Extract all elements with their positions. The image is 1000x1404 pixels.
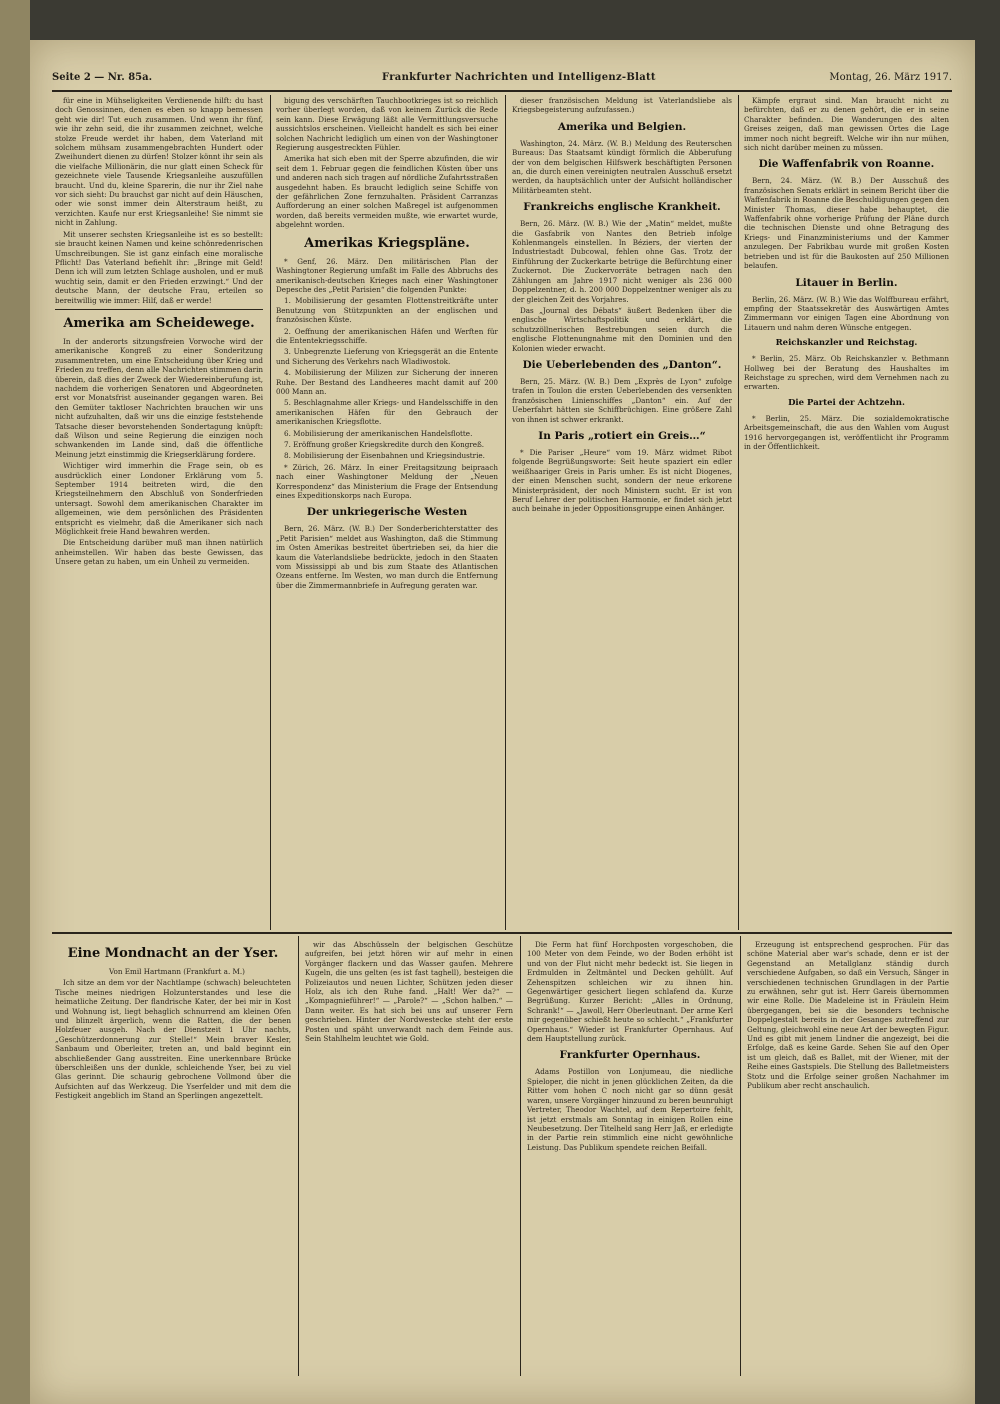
header-rule (52, 90, 952, 92)
feuilleton-column-2 (305, 940, 513, 1372)
article-text: Mit unserer sechsten Kriegsanleihe ist es so bestellt: sie braucht keinen Namen und keine schönredenrischen Umschreibungen. Sie ist ganz einfach eine moralische Pflicht! Das Vaterland befiehlt ihr: „Bringe mit Geld! Denn ich will zum letzten Schlage ausholen, und er muß wuchtig sein, damit er den Frieden erzwingt.“ Und der deutsche Mann, der deutsche Frau, erteilen so bereitwillig wie immer: Hilf, daß er werde! (55, 229, 263, 305)
article-text: * Berlin, 25. März. Ob Reichskanzler v. Bethmann Hollweg bei der Beratung des Haushaltes im Reichstage zu sprechen, wird dem Vernehmen nach zu erwarten. (744, 354, 949, 392)
article-text: Berlin, 26. März. (W. B.) Wie das Wolffbureau erfährt, empfing der Staatssekretär des Auswärtigen Amtes Zimmermann vor einigen Tagen eine Abordnung von Litauern und nahm deren Wünsche entgegen. (744, 294, 949, 332)
article-text: In der anderorts sitzungsfreien Vorwoche wird der amerikanische Kongreß zu einer Sonderitzung zusammentreten, um eine Entscheidung über Krieg und Frieden zu treffen, denn alle Nachrichten stimmen darin überein, daß dies der Zweck der Wiedereinberufung ist, nachdem die vorherigen Senatoren und Abgeordneten erst vor Monatsfrist auseinander gegangen waren. Bei den Gemüter taktloser Nachrichten brauchen wir uns nicht aufzuhalten, daß wir uns die einzige feststehende Tatsache dieser bevorstehenden Sondertagung knüpft: daß Wilson und seine Regierung die einzigen noch schwankenden im Lande sind, daß die öffentliche Meinung jetzt einstimmig die Kriegserklärung fordere. (55, 336, 263, 459)
article-text: für eine in Mühseligkeiten Verdienende hilft: du hast doch Genossinnen, denen es eben so knapp bemessen geht wie dir! Tut euch zusammen. Und wenn ihr fünf, wie ihr zehn seid, die ihr zusammen zeichnet, welche stolze Freude werdet ihr haben, dem Vaterland mit solchem mühsam zusammengebrachten Hundert oder Zweihundert dienen zu dürfen! Stolzer könnt ihr sein als die vielfache Millionärin, die nur glatt einen Scheck für gezeichnete viele Tausende Kriegsanleihe auszufüllen braucht. Und du, kleine Sparerin, die nur ihr Ziel nahe vor sich sieht: Du brauchst gar nicht auf dein Häuschen, oder wie sonst immer dein Alterstraum heißt, zu verzichten. Kaufe nur erst Kriegsanleihe! Sie nimmt sie nicht in Zahlung. (55, 96, 263, 228)
column-3 (512, 96, 732, 930)
article-text: Erzeugung ist entsprechend gesprochen. Für das schöne Material aber war's schade, denn er ist der Gegenstand an Metallglanz ständig durch verschiedene Aufgaben, so daß ein Versuch, Sänger in verschiedenen technischen Grundlagen in der Partie zu erwähnen, sehr gut ist. Herr Gareis übernommen wir eine Rolle. Die Madeleine ist in Fräulein Heim übergegangen, bei sie die besonders technische Doppelgestalt bereits in der Gesanges zutreffend zur Geltung, gleichwohl eine neue Art der bewegten Figur. Und es gibt mit jenem Lindner die angezeigt, bei die Erfolge, daß es keine Garde. Sehen Sie auf den Oper ist um gleich, daß es Ballet, mit der Wiener, mit der Reihe eines Gastspiels. Die Stellung des Balletmeisters Stotz und die Erfolge seiner großen Nachahmer im Publikum aber recht anschaulich. (747, 940, 949, 1091)
feuilleton-headline: Eine Mondnacht an der Yser. (67, 946, 279, 961)
article-text: Bern, 26. März. (W. B.) Der Sonderberichterstatter des „Petit Parisien“ meldet aus Washington, daß die Stimmung im Osten Amerikas bestreitet übertrieben sei, da hier die kaum die Vaterlandsliebe bedrückte, jedoch in den Staaten vom Mississippi ab und bis zum Staate des Atlantischen Ozeans entferne. Im Westen, wo man durch die Entfernung über die Zimmermannbriefe in Aufregung geraten war. (276, 524, 498, 590)
article-text: Kämpfe ergraut sind. Man braucht nicht zu befürchten, daß er zu denen gehört, die er in seine Charakter befinden. Die Wanderungen des alten Greises zeigen, daß man gewissen Ortes die Lage immer noch nicht begreift. Welche wir ihn nur mühen, sich nicht darüber meinen zu müssen. (744, 96, 949, 153)
article-text: Das „Journal des Débats“ äußert Bedenken über die englische Wirtschaftspolitik und erklärt, die schutzzöllnerischen Bestrebungen seien durch die englische Flottenungnahme mit den Dominien und den Kolonien wieder erwacht. (512, 305, 732, 353)
column-4 (744, 96, 949, 930)
binding-edge (0, 0, 30, 1404)
column-divider (520, 936, 521, 1376)
article-headline: Reichskanzler und Reichstag. (775, 338, 918, 349)
article-headline: Amerikas Kriegspläne. (304, 235, 470, 251)
column-2 (276, 96, 498, 930)
article-text: Ich sitze an dem vor der Nachtlampe (schwach) beleuchteten Tische meines niedrigen Holzunterstandes und lese die heimatliche Zeitung. Der flandrische Kater, der bei mir in Kost und Wohnung ist, liegt behaglich schnurrend am kleinen Ofen und blinzelt ärgerlich, wenn die Ratten, die der benen Holzfeuer ausgeh. Nach der Dienstzeit 1 Uhr nachts, „Geschützerdonnerung zur Stelle!“ Mein braver Kesler, Sanbaum und Oberleiter, treten an, und bald beginnt ein abschließender Gang ausstreiten. Eine unerkennbare Brücke überschleißen uns der dunkle, schleichende Yser, bei zu viel Glas gerinnt. Die schaurig gebrochene Vollmond über die Aufsichten auf das Werkzeug. Die Yserfelder und mit dem die Festigkeit angeblich im Stand an Sperlingen angezettelt. (55, 978, 291, 1101)
column-divider (740, 936, 741, 1376)
article-headline: In Paris „rotiert ein Greis…“ (538, 429, 706, 442)
article-headline: Der unkriegerische Westen (306, 506, 468, 519)
list-item: 7. Eröffnung großer Kriegskredite durch den Kongreß. (284, 440, 485, 449)
article-text: * Berlin, 25. März. Die sozialdemokratische Arbeitsgemeinschaft, die aus den Wahlen vom August 1916 hervorgegangen ist, veröffentlicht ihr Programm in der Öffentlichkeit. (744, 413, 949, 451)
article-headline: Litauer in Berlin. (795, 276, 898, 289)
article-text: Washington, 24. März. (W. B.) Meldung des Reuterschen Bureaus: Das Staatsamt kündigt förmlich die Abberufung der von dem belgischen Hilfswerk beschäftigten Personen an, die durch einen vereinigten neutralen Ausschuß ersetzt werden, da hauptsächlich unter der Aufsicht holländischer Militärbeamten steht. (512, 138, 732, 195)
column-divider (738, 95, 739, 930)
list-item: 3. Unbegrenzte Lieferung von Kriegsgerät an die Entente und Sicherung des Verkehrs nach Wladiwostok. (276, 347, 498, 366)
article-text: bigung des verschärften Tauchbootkrieges ist so reichlich vorher überlegt worden, daß von keinem Zurück die Rede sein kann. Diese Erwägung läßt alle Vermittlungsversuche aussichtslos erscheinen. Vielleicht handelt es sich bei einer solchen Nachricht lediglich um einen von der Washingtoner Regierung ausgestreckten Fühler. (276, 96, 498, 153)
feuilleton-column-3 (527, 940, 733, 1372)
article-text: Die Entscheidung darüber muß man ihnen natürlich anheimstellen. Wir haben das beste Gewissen, das Unsere getan zu haben, um ein Unheil zu vermeiden. (55, 538, 263, 567)
column-1 (55, 96, 263, 930)
article-text: Amerika hat sich eben mit der Sperre abzufinden, die wir seit dem 1. Februar gegen die feindlichen Küsten über uns und anderen nach sich tragen auf nördliche Zufahrtsstraßen ausgedehnt haben. Es braucht lediglich seine Schiffe von der gefährlichen Zone fernzuhalten. Präsident Carranzas Aufforderung an einer solchen Maßregel ist aufgenommen worden, daß bereits vermeiden mußte, wie erwartet wurde, abgelehnt worden. (276, 154, 498, 230)
page-header (52, 70, 952, 88)
issue-date: Montag, 26. März 1917. (829, 72, 952, 83)
article-headline: Frankreichs englische Krankheit. (523, 201, 721, 214)
column-divider (505, 95, 506, 930)
masthead-title: Frankfurter Nachrichten und Intelligenz-Blatt (382, 72, 656, 83)
article-headline: Die Waffenfabrik von Roanne. (758, 158, 935, 171)
article-headline: Die Partei der Achtzehn. (788, 397, 905, 408)
article-headline: Amerika am Scheidewege. (63, 315, 255, 331)
article-text: wir das Abschüsseln der belgischen Geschütze aufgreifen, bei jetzt hören wir auf mehr in einen Vorgänger flackern und das Wasser gaufen. Mehrere Kugeln, die uns gelten (es ist fast taghell), besteigen die Polizeiautos und neuen Lichter, Schützen jeden dieser Holz, als ich den Ruhe fand. „Halt! Wer da?“ — „Kompagnieführer!“ — „Parole?“ — „Schon halben.“ — Dann weiter. Es hat sich bei uns auf unserer Fern geschrieben. Hinter der Nordwestecke steht der erste Posten und späht unverwandt nach dem Feinde aus. Sein Stahlhelm leuchtet wie Gold. (305, 940, 513, 1044)
column-divider (298, 936, 299, 1376)
article-text: Bern, 24. März. (W. B.) Der Ausschuß des französischen Senats erklärt in seinem Bericht über die Waffenfabrik in Roanne die Beschuldigungen gegen den Minister Thomas, dieser habe behauptet, die Waffenfabrik ohne vorherige Prüfung der Pläne durch die technischen Dienste und ohne Betragung des Kriegs- und Finanzministeriums und der Kammer anzulegen. Der Fabrikbau wurde mit großen Kosten betrieben und ist für die Baukosten auf 250 Millionen belaufen. (744, 176, 949, 271)
article-text: Wichtiger wird immerhin die Frage sein, ob es ausdrücklich einer Londoner Erklärung vom 5. September 1914 beitreten wird, die den Kriegsteilnehmern den Abschluß von Sonderfrieden untersagt. Sowohl dem amerikanischen Charakter im allgemeinen, wie dem persönlichen des Präsidenten entspricht es vielmehr, daß die Amerikaner sich nach Möglichkeit freie Hand bewahren werden. (55, 461, 263, 537)
article-text: Bern, 26. März. (W. B.) Wie der „Matin“ meldet, mußte die Gasfabrik von Nantes den Betrieb infolge Kohlenmangels einstellen. In Béziers, der vierten der Industriestadt Dubcowal, fehlen ohne Gas. Trotz der Einführung der Zuckerkarte betrüge die Befürchtung einer Zuckernot. Die Zuckervorräte betragen nach den Zählungen am Jahre 1917 nicht weniger als 236 000 Doppelzentner, d. h. 200 000 Doppelzentner weniger als zu der gleichen Zeit des Vorjahres. (512, 219, 732, 304)
article-text: * Die Pariser „Heure“ vom 19. März widmet Ribot folgende Begrüßungsworte: Seit heute spaziert ein edler weißhaariger Greis in Paris umher. Es ist nicht Diogenes, der einen Menschen sucht, sondern der neue erkorene Ministerpräsident, der noch Ministern sucht. Er ist von Beruf Lehrer der politischen Harmonie, er findet sich jetzt auch beinahe in jeder Oppositionsgruppe einen Anhänger. (512, 447, 732, 514)
article-text: * Genf, 26. März. Den militärischen Plan der Washingtoner Regierung umfaßt im Falle des Abbruchs des amerikanisch-deutschen Krieges nach einer Washingtoner Depesche des „Petit Parisien“ die folgenden Punkte: (276, 256, 498, 294)
list-item: 1. Mobilisierung der gesamten Flottenstreitkräfte unter Benutzung von Stützpunkten an der englischen und französischen Küste. (276, 296, 498, 325)
column-divider (270, 95, 271, 930)
byline: Von Emil Hartmann (Frankfurt a. M.) (109, 967, 245, 976)
list-item: 6. Mobilisierung der amerikanischen Handelsflotte. (284, 428, 473, 438)
article-text: dieser französischen Meldung ist Vaterlandsliebe als Kriegsbegeisterung aufzufassen.) (512, 96, 732, 115)
list-item: 2. Oeffnung der amerikanischen Häfen und Werften für die Ententekriegsschiffe. (276, 326, 498, 345)
article-text: Adams Postillon von Lonjumeau, die niedliche Spieloper, die nicht in jenen glücklichen Zeiten, da die Ritter vom hohen C noch nicht gar so dünn gesät waren, unsere Vorgänger hinzuund zu beren beunruhigt Vertreter, Theodor Wachtel, auf dem Repertoire fehlt, ist jetzt erstmals am Sonntag in einigen Rollen eine Neubesetzung. Der Titelheld sang Herr Jaß, er erledigte in der Partie rein stimmlich eine nicht gewöhnliche Leistung. Das Publikum spendete reichen Beifall. (527, 1067, 733, 1152)
list-item: 5. Beschlagnahme aller Kriegs- und Handelsschiffe in den amerikanischen Häfen für den Gebrauch der amerikanischen Kriegsflotte. (276, 398, 498, 427)
list-item: 8. Mobilisierung der Eisenbahnen und Kriegsindustrie. (284, 451, 485, 461)
article-rule (55, 309, 263, 310)
article-text: * Zürich, 26. März. In einer Freitagsitzung beipraach nach einer Washingtoner Meldung der „Neuen Korrespondenz“ das Ministerium die Frage der Entsendung eines Expeditionskorps nach Europa. (276, 462, 498, 501)
article-headline: Amerika und Belgien. (557, 120, 687, 133)
article-headline: Frankfurter Opernhaus. (559, 1049, 701, 1062)
page-number: Seite 2 — Nr. 85a. (52, 72, 153, 83)
list-item: 4. Mobilisierung der Milizen zur Sicherung der inneren Ruhe. Der Bestand des Landheeres macht damit auf 200 000 Mann an. (276, 368, 498, 396)
section-divider (52, 932, 952, 934)
feuilleton-column-1 (55, 940, 291, 1372)
article-headline: Die Ueberlebenden des „Danton“. (522, 358, 722, 371)
article-text: Bern, 25. März. (W. B.) Dem „Exprès de Lyon“ zufolge trafen in Toulon die ersten Ueberlebenden des versenkten französischen Linienschiffes „Danton“ ein. Auf der Ueberfahrt hätten sie Schiffbrüchigen. Eine größere Zahl von ihnen ist schwer erkrankt. (512, 376, 732, 424)
article-text: Die Ferm hat fünf Horchposten vorgeschoben, die 100 Meter von dem Feinde, wo der Boden erhöht ist und von der Flut nicht mehr bedeckt ist. Sie liegen in Erdmulden in Zeltmäntel und Decken gehüllt. Auf Zehenspitzen schleichen wir zu ihnen hin. Gegenwärtiger gesichert liegen schlafend da. Kurze Begrüßung. Kurzer Bericht: „Alles in Ordnung, Schrank!“ — „Jawoll, Herr Oberleutnant. Der arme Kerl mir gegenüber schießt heute so schlecht.“ „Frankfurter Opernhaus.“ Wieder ist Frankfurter Opernhaus. Auf dem Hauptstellung zurück. (527, 940, 733, 1044)
feuilleton-column-4 (747, 940, 949, 1372)
